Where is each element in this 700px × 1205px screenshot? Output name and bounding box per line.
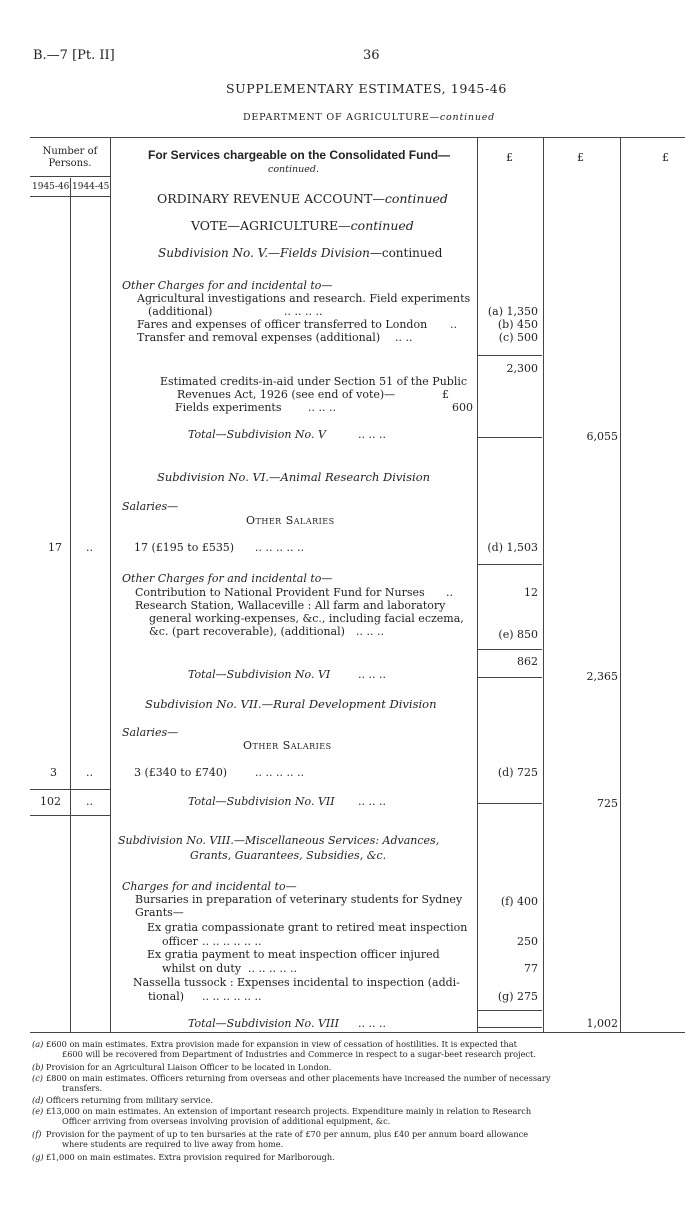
credits-line: Estimated credits-in-aid under Section 51 of the Public xyxy=(160,375,468,388)
page-title: SUPPLEMENTARY ESTIMATES, 1945-46 xyxy=(226,81,507,96)
currency-symbol: £ xyxy=(506,151,513,164)
salary-line: 3 (£340 to £740) xyxy=(134,766,228,779)
column-divider xyxy=(543,137,544,1032)
persons-header-rule xyxy=(30,176,110,177)
amount: (a) 1,350 xyxy=(487,305,538,318)
footnote-f: (f) Provision for the payment of up to ten bursaries at the rate of £70 per annum, plus £40 per annum board allowance where students are required to live away from home. xyxy=(32,1129,529,1149)
leader-dots: .. .. .. xyxy=(358,795,386,808)
persons-total: 102 xyxy=(40,795,61,808)
column-divider xyxy=(110,137,111,1032)
amount: (c) 500 xyxy=(498,331,538,344)
line-item: Contribution to National Provident Fund for Nurses xyxy=(135,586,425,599)
subdivision-viii-heading: Subdivision No. VIII.—Miscellaneous Services: Advances, xyxy=(118,834,440,847)
persons-count-prev: .. xyxy=(86,766,93,779)
total-rule xyxy=(478,677,542,678)
leader-dots: .. .. .. xyxy=(358,668,386,681)
grants-label: Grants— xyxy=(135,906,184,919)
credits-amount: 600 xyxy=(452,401,473,414)
salaries-label: Salaries— xyxy=(122,726,179,739)
credits-line: Revenues Act, 1926 (see end of vote)— xyxy=(177,388,396,401)
total-amount: 725 xyxy=(597,797,618,810)
rule xyxy=(478,564,542,565)
other-salaries-heading: Other Salaries xyxy=(243,739,332,752)
footnote-g: (g) £1,000 on main estimates. Extra provision required for Marlborough. xyxy=(32,1152,335,1162)
line-item: &c. (part recoverable), (additional) xyxy=(149,625,345,638)
subdivision-vii-total: Total—Subdivision No. VII xyxy=(188,795,335,808)
amount: 12 xyxy=(524,586,538,599)
total-rule xyxy=(478,803,542,804)
subdivision-vi-total: Total—Subdivision No. VI xyxy=(188,668,331,681)
leader-dots: .. .. .. .. .. xyxy=(255,766,304,779)
subtotal-amount: 862 xyxy=(517,655,538,668)
leader-dots: .. .. xyxy=(395,331,413,344)
column-divider xyxy=(70,178,71,1032)
persons-count: 17 xyxy=(48,541,62,554)
amount: (f) 400 xyxy=(500,895,538,908)
subdivision-viii-heading-cont: Grants, Guarantees, Subsidies, &c. xyxy=(190,849,387,862)
amount: 250 xyxy=(517,935,538,948)
amount: (d) 1,503 xyxy=(487,541,538,554)
subdivision-vii-heading: Subdivision No. VII.—Rural Development Division xyxy=(145,697,437,711)
leader-dots: .. .. .. .. .. xyxy=(255,541,304,554)
other-salaries-heading: Other Salaries xyxy=(246,514,335,527)
year-header-current: 1945-46 xyxy=(32,182,70,192)
subtotal-rule xyxy=(478,355,542,356)
line-item: tional) xyxy=(148,990,185,1003)
vote-heading: VOTE—AGRICULTURE—continued xyxy=(191,218,414,233)
persons-total-rule xyxy=(30,815,110,816)
subdivision-v-heading: Subdivision No. V.—Fields Division—continued xyxy=(158,246,443,260)
salary-line: 17 (£195 to £535) xyxy=(134,541,235,554)
other-charges-label: Other Charges for and incidental to— xyxy=(122,572,333,585)
total-rule xyxy=(478,1010,542,1011)
subdivision-viii-total: Total—Subdivision No. VIII xyxy=(188,1017,339,1030)
amount: (d) 725 xyxy=(497,766,538,779)
total-amount: 1,002 xyxy=(586,1017,618,1030)
services-heading-continued: continued. xyxy=(268,164,319,175)
persons-total-prev: .. xyxy=(86,795,93,808)
leader-dots: .. .. .. xyxy=(358,1017,386,1030)
page-number: 36 xyxy=(363,48,380,63)
salaries-label: Salaries— xyxy=(122,500,179,513)
column-divider xyxy=(620,137,621,1032)
total-amount: 6,055 xyxy=(586,430,618,443)
footnote-c: (c) £800 on main estimates. Officers returning from overseas and other placements have increased the number of necessary transfers. xyxy=(32,1073,551,1093)
persons-total-rule xyxy=(30,789,110,790)
persons-count: 3 xyxy=(50,766,57,779)
department-name: DEPARTMENT OF AGRICULTURE xyxy=(243,112,430,123)
charges-label: Charges for and incidental to— xyxy=(122,880,297,893)
line-item: whilst on duty xyxy=(162,962,242,975)
leader-dots: .. .. .. xyxy=(358,428,386,441)
leader-dots: .. .. .. xyxy=(308,401,336,414)
line-item: Nassella tussock : Expenses incidental to inspection (addi- xyxy=(133,976,460,989)
total-rule xyxy=(478,1027,542,1028)
line-item: Transfer and removal expenses (additional) xyxy=(137,331,381,344)
subdivision-vi-heading: Subdivision No. VI.—Animal Research Division xyxy=(157,470,431,484)
line-item: Fares and expenses of officer transferred to London xyxy=(137,318,428,331)
table-bottom-rule xyxy=(30,1032,685,1033)
persons-count-prev: .. xyxy=(86,541,93,554)
leader-dots: .. .. .. .. xyxy=(284,305,323,318)
total-rule xyxy=(478,437,542,438)
leader-dots: .. xyxy=(450,318,457,331)
credits-line: Fields experiments xyxy=(175,401,282,414)
line-item: Research Station, Wallaceville : All farm and laboratory xyxy=(135,599,446,612)
amount: 77 xyxy=(524,962,538,975)
leader-dots: .. .. .. xyxy=(356,625,384,638)
currency-symbol: £ xyxy=(577,151,584,164)
other-charges-label: Other Charges for and incidental to— xyxy=(122,279,333,292)
footnote-b: (b) Provision for an Agricultural Liaison Officer to be located in London. xyxy=(32,1062,332,1072)
leader-dots: .. .. .. .. .. xyxy=(248,962,297,975)
department-heading xyxy=(243,112,495,123)
leader-dots: .. .. .. .. .. .. xyxy=(202,935,262,948)
line-item: general working-expenses, &c., including facial eczema, xyxy=(149,612,464,625)
subdivision-v-total: Total—Subdivision No. V xyxy=(188,428,326,441)
footnote-e: (e) £13,000 on main estimates. An extension of important research projects. Expenditure mainly in relation to Research Officer arriving from overseas involving provision of additional equipment, &c. xyxy=(32,1106,532,1126)
footnote-d: (d) Officers returning from military service. xyxy=(32,1095,213,1105)
persons-column-header: Number of Persons. xyxy=(42,146,98,169)
amount: (b) 450 xyxy=(497,318,538,331)
amount: (e) 850 xyxy=(498,628,538,641)
line-item: Ex gratia payment to meat inspection officer injured xyxy=(147,948,440,961)
leader-dots: .. .. .. .. .. .. xyxy=(202,990,262,1003)
services-heading: For Services chargeable on the Consolidated Fund— xyxy=(148,148,451,162)
page-reference: B.—7 [Pt. II] xyxy=(33,48,115,63)
line-item: Bursaries in preparation of veterinary students for Sydney xyxy=(135,893,463,906)
year-header-previous: 1944-45 xyxy=(72,182,110,192)
table-top-rule xyxy=(30,137,685,138)
subtotal-rule xyxy=(478,649,542,650)
leader-dots: .. xyxy=(446,586,453,599)
line-item: officer xyxy=(162,935,198,948)
department-continued: —continued xyxy=(429,112,496,123)
amount: (g) 275 xyxy=(497,990,538,1003)
footnote-a: (a) £600 on main estimates. Extra provision made for expansion in view of cessation of hostilities. It is expected that £600 will be recovered from Department of Industries and Commerce in respect to a sugar-beet research project. xyxy=(32,1039,536,1059)
line-item: (additional) xyxy=(148,305,213,318)
subtotal-amount: 2,300 xyxy=(506,362,538,375)
currency-symbol: £ xyxy=(442,388,449,401)
account-heading: ORDINARY REVENUE ACCOUNT—continued xyxy=(157,191,448,206)
line-item: Ex gratia compassionate grant to retired meat inspection xyxy=(147,921,468,934)
total-amount: 2,365 xyxy=(586,670,618,683)
currency-symbol: £ xyxy=(662,151,669,164)
line-item: Agricultural investigations and research. Field experiments xyxy=(137,292,471,305)
